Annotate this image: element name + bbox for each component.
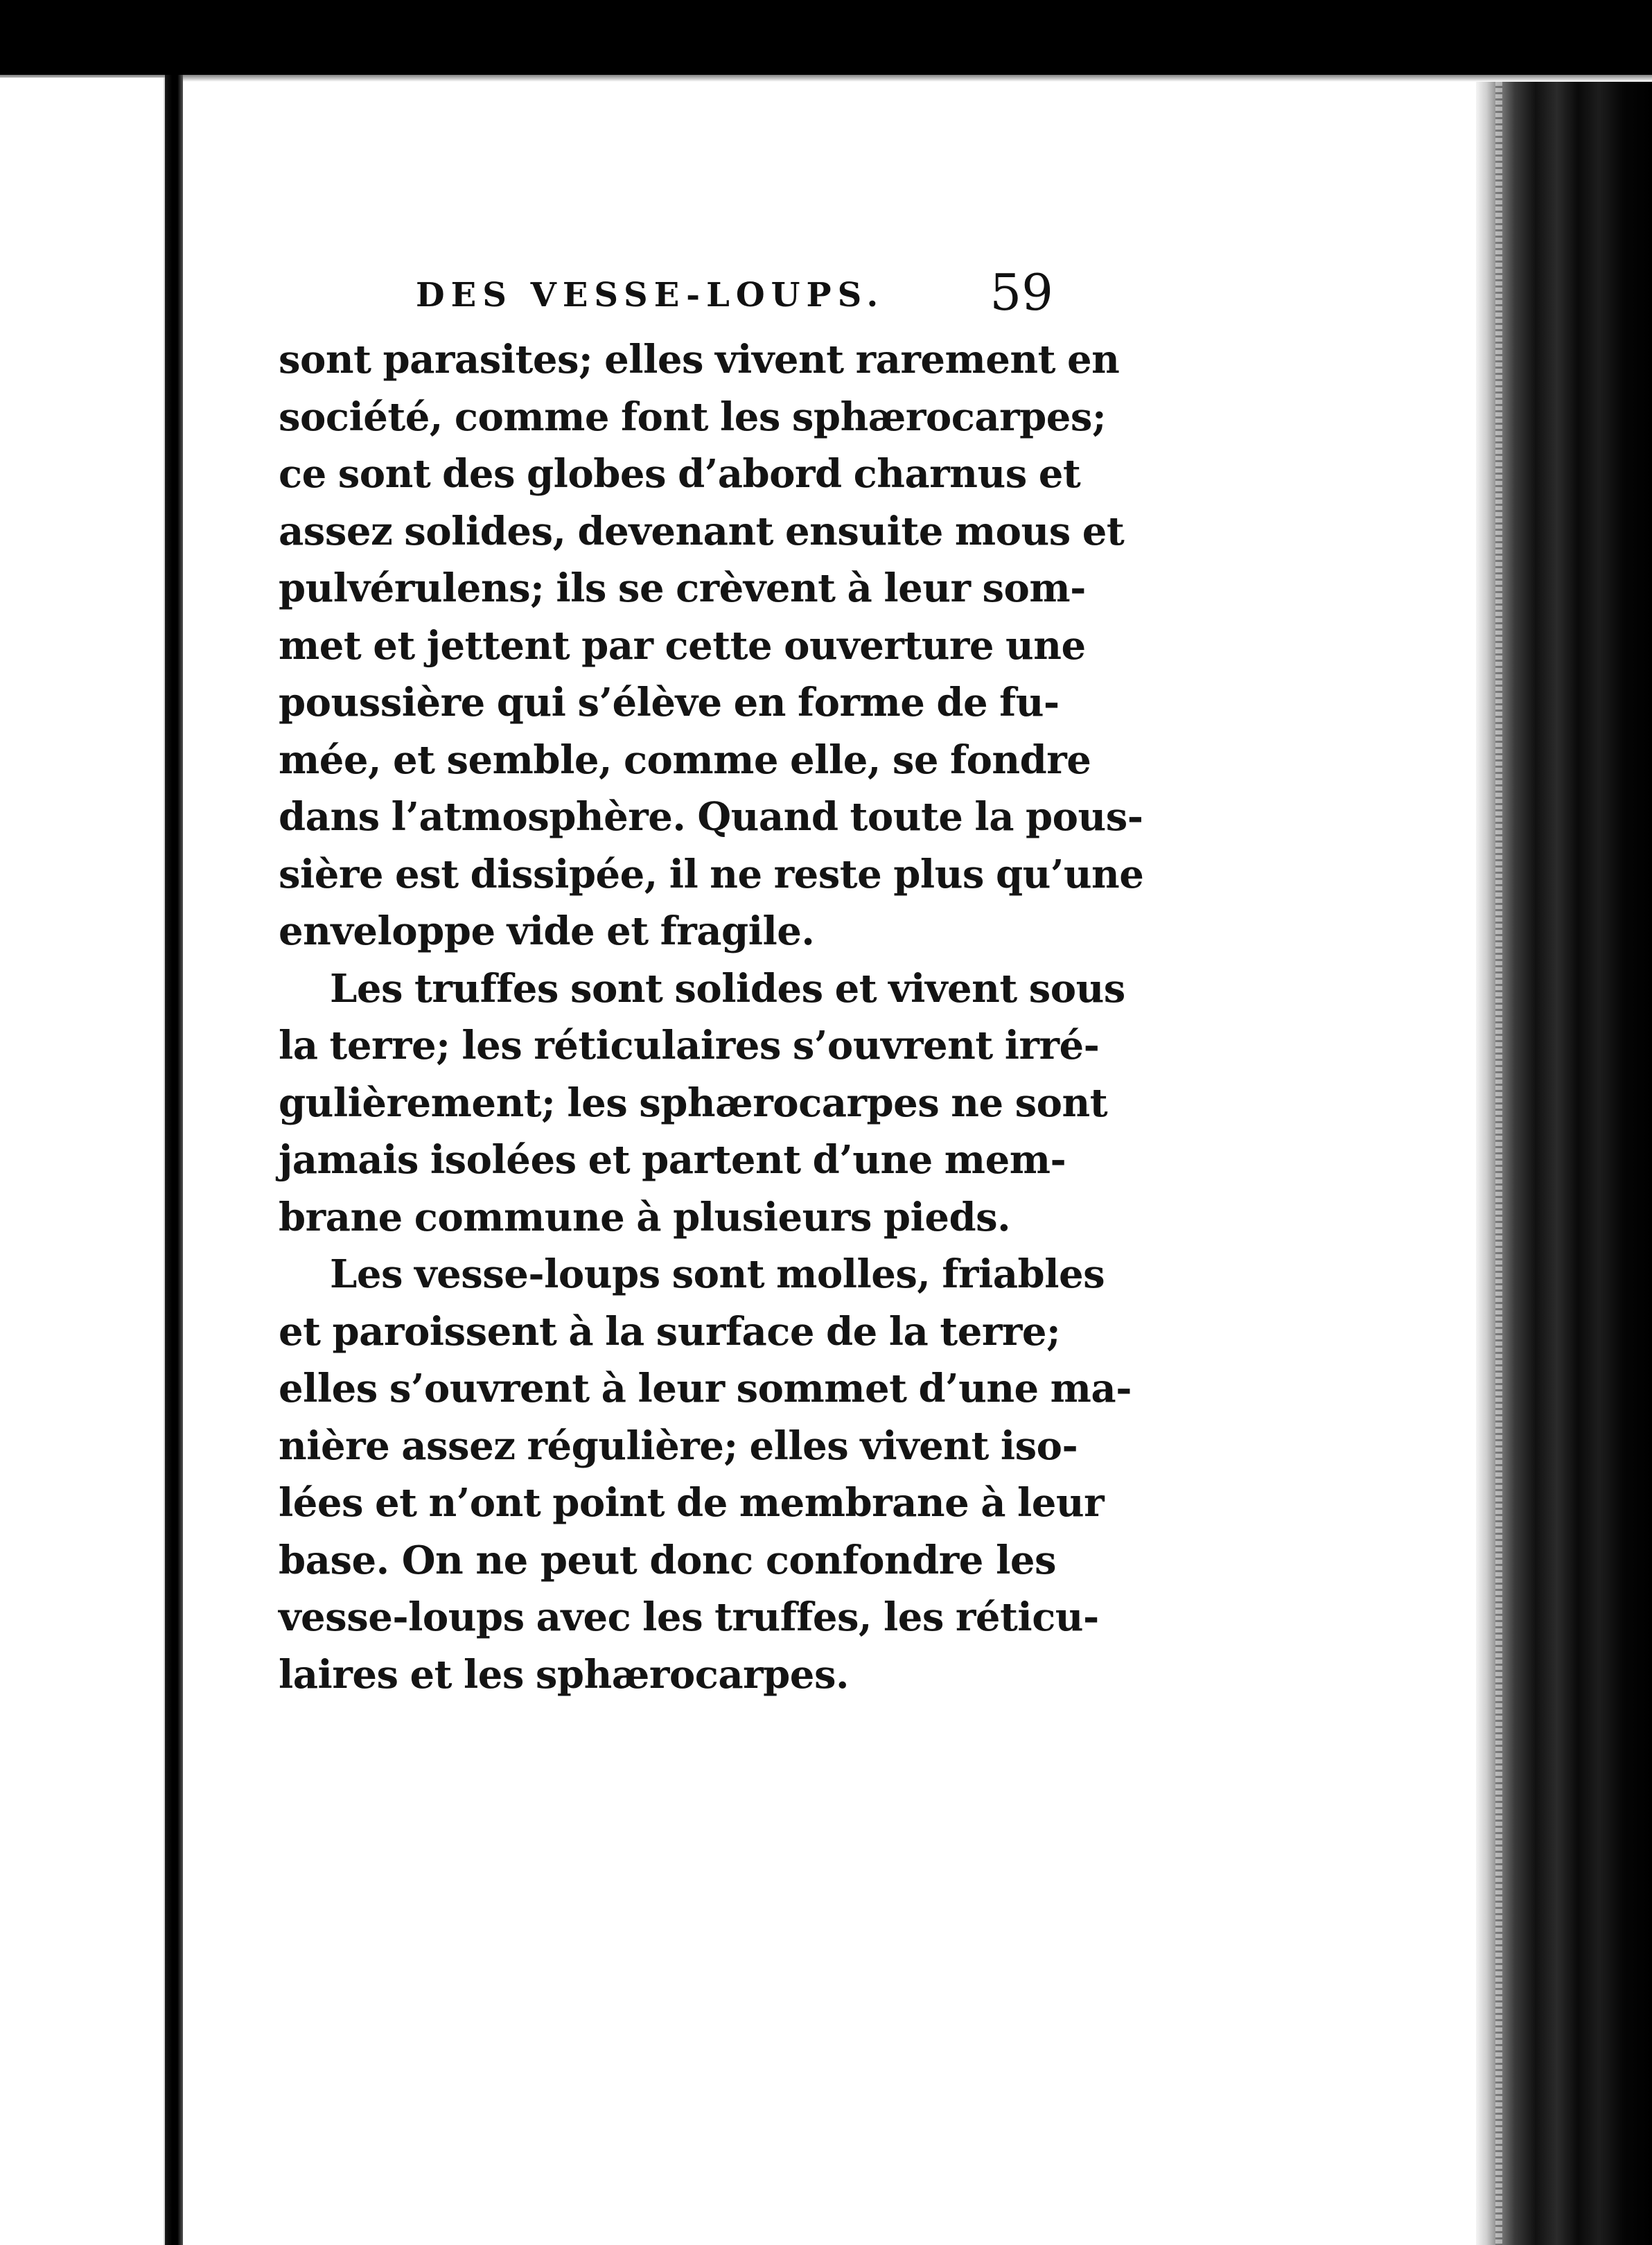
facing-page-edge [0,78,165,2245]
text-line: sont parasites; elles vivent rarement en [279,337,1120,382]
text-line: société, comme font les sphærocarpes; [279,394,1107,440]
text-line: lées et n’ont point de membrane à leur [279,1480,1105,1526]
text-line: base. On ne peut donc confondre les [279,1537,1056,1583]
text-line: enveloppe vide et fragile. [279,908,815,954]
page-number: 59 [990,263,1053,322]
page-header [416,263,1053,322]
text-line: met et jettent par cette ouverture une [279,622,1086,669]
text-line: brane commune à plusieurs pieds. [279,1194,1011,1240]
text-line: Les truffes sont solides et vivent sous [330,965,1125,1012]
text-line: nière assez régulière; elles vivent iso- [279,1423,1078,1469]
text-line: la terre; les réticulaires s’ouvrent irré- [279,1023,1100,1068]
book-gutter [165,75,183,2245]
text-line: mée, et semble, comme elle, se fondre [279,737,1091,783]
text-line: pulvérulens; ils se crèvent à leur som- [279,565,1086,611]
text-line: vesse-loups avec les truffes, les réticu- [279,1594,1099,1640]
text-line: sière est dissipée, il ne reste plus qu’une [279,851,1144,897]
text-line: ce sont des globes d’abord charnus et [279,451,1081,497]
text-line: poussière qui s’élève en forme de fu- [279,680,1060,725]
running-head: DES VESSE-LOUPS. [416,276,885,315]
text-line: dans l’atmosphère. Quand toute la pous- [279,794,1143,840]
text-line: elles s’ouvrent à leur sommet d’une ma- [279,1366,1132,1411]
text-line: Les vesse-loups sont molles, friables [330,1251,1105,1297]
scan-top-border [0,0,1652,75]
text-line: et paroissent à la surface de la terre; [279,1308,1061,1355]
text-line: jamais isolées et partent d’une mem- [279,1137,1066,1183]
text-line: gulièrement; les sphærocarpes ne sont [279,1080,1108,1126]
text-line: laires et les sphærocarpes. [279,1651,849,1698]
page-edges-shadow [1476,82,1652,2245]
text-line: assez solides, devenant ensuite mous et [279,508,1125,554]
body-text [279,331,1144,1703]
